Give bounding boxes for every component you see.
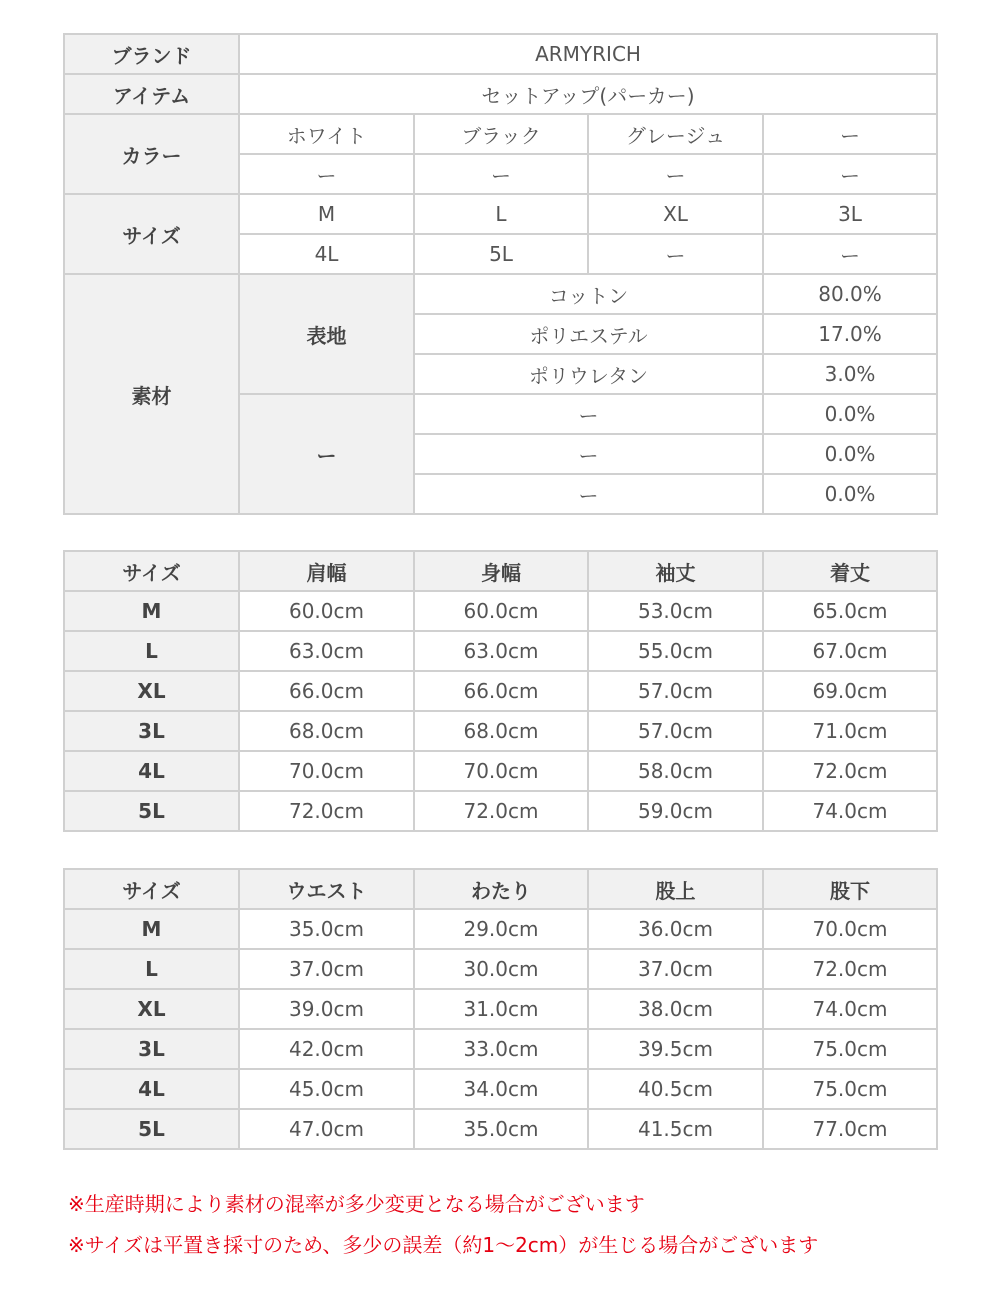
measure-cell: 58.0cm — [588, 751, 763, 791]
table-row — [64, 1109, 937, 1149]
material-group-name: 表地 — [239, 274, 414, 394]
color-cell: ー — [414, 154, 588, 194]
measure-cell: 38.0cm — [588, 989, 763, 1029]
material-pct: 0.0% — [763, 394, 937, 434]
column-header: 股下 — [763, 869, 937, 909]
measure-cell: 37.0cm — [239, 949, 414, 989]
bottom-size-table — [63, 868, 938, 1150]
measure-cell: 31.0cm — [414, 989, 588, 1029]
measure-cell: 36.0cm — [588, 909, 763, 949]
column-header: 着丈 — [763, 551, 937, 591]
size-cell: 5L — [414, 234, 588, 274]
material-name: コットン — [414, 274, 763, 314]
size-name: M — [64, 591, 239, 631]
measure-cell: 39.5cm — [588, 1029, 763, 1069]
color-cell: ホワイト — [239, 114, 414, 154]
color-cell: グレージュ — [588, 114, 763, 154]
column-header: 身幅 — [414, 551, 588, 591]
measure-cell: 72.0cm — [763, 949, 937, 989]
size-cell: L — [414, 194, 588, 234]
measure-cell: 72.0cm — [763, 751, 937, 791]
table-row — [64, 791, 937, 831]
material-pct: 17.0% — [763, 314, 937, 354]
measure-cell: 37.0cm — [588, 949, 763, 989]
material-pct: 3.0% — [763, 354, 937, 394]
measure-cell: 57.0cm — [588, 711, 763, 751]
brand-value: ARMYRICH — [239, 34, 937, 74]
table-row — [64, 671, 937, 711]
material-name: ポリウレタン — [414, 354, 763, 394]
spec-table — [63, 33, 938, 515]
measure-cell: 74.0cm — [763, 989, 937, 1029]
measure-cell: 69.0cm — [763, 671, 937, 711]
color-cell: ー — [763, 114, 937, 154]
table-row — [64, 751, 937, 791]
material-label: 素材 — [64, 274, 239, 514]
size-cell: M — [239, 194, 414, 234]
table-row — [64, 989, 937, 1029]
column-header: 股上 — [588, 869, 763, 909]
size-cell: XL — [588, 194, 763, 234]
size-name: 3L — [64, 711, 239, 751]
brand-label: ブランド — [64, 34, 239, 74]
material-pct: 0.0% — [763, 434, 937, 474]
measure-cell: 42.0cm — [239, 1029, 414, 1069]
color-label: カラー — [64, 114, 239, 194]
measure-cell: 39.0cm — [239, 989, 414, 1029]
column-header: サイズ — [64, 869, 239, 909]
size-name: 5L — [64, 1109, 239, 1149]
measure-cell: 66.0cm — [239, 671, 414, 711]
table-row — [64, 711, 937, 751]
size-label: サイズ — [64, 194, 239, 274]
size-name: 4L — [64, 751, 239, 791]
measure-cell: 60.0cm — [239, 591, 414, 631]
size-name: M — [64, 909, 239, 949]
measure-cell: 33.0cm — [414, 1029, 588, 1069]
measure-cell: 30.0cm — [414, 949, 588, 989]
measure-cell: 71.0cm — [763, 711, 937, 751]
measure-cell: 47.0cm — [239, 1109, 414, 1149]
table-row — [64, 631, 937, 671]
measure-cell: 66.0cm — [414, 671, 588, 711]
size-name: XL — [64, 671, 239, 711]
material-name: ー — [414, 394, 763, 434]
material-group-name: ー — [239, 394, 414, 514]
table-row — [64, 1069, 937, 1109]
measure-cell: 35.0cm — [239, 909, 414, 949]
top-size-table — [63, 550, 938, 832]
measure-cell: 59.0cm — [588, 791, 763, 831]
material-name: ー — [414, 434, 763, 474]
size-name: L — [64, 949, 239, 989]
item-value: セットアップ(パーカー) — [239, 74, 937, 114]
column-header: 袖丈 — [588, 551, 763, 591]
size-cell: ー — [763, 234, 937, 274]
measure-cell: 45.0cm — [239, 1069, 414, 1109]
measure-cell: 34.0cm — [414, 1069, 588, 1109]
item-label: アイテム — [64, 74, 239, 114]
measure-cell: 57.0cm — [588, 671, 763, 711]
color-cell: ー — [763, 154, 937, 194]
table-row — [64, 1029, 937, 1069]
size-name: XL — [64, 989, 239, 1029]
measure-cell: 41.5cm — [588, 1109, 763, 1149]
size-cell: 4L — [239, 234, 414, 274]
measure-cell: 74.0cm — [763, 791, 937, 831]
table-row — [64, 909, 937, 949]
material-pct: 0.0% — [763, 474, 937, 514]
measure-cell: 68.0cm — [239, 711, 414, 751]
size-name: L — [64, 631, 239, 671]
column-header: サイズ — [64, 551, 239, 591]
measure-cell: 40.5cm — [588, 1069, 763, 1109]
measure-cell: 29.0cm — [414, 909, 588, 949]
color-cell: ー — [588, 154, 763, 194]
measure-cell: 67.0cm — [763, 631, 937, 671]
color-cell: ブラック — [414, 114, 588, 154]
measure-cell: 35.0cm — [414, 1109, 588, 1149]
note-measurement: ※サイズは平置き採寸のため、多少の誤差（約1～2cm）が生じる場合がございます — [68, 1233, 819, 1257]
measure-cell: 63.0cm — [414, 631, 588, 671]
measure-cell: 63.0cm — [239, 631, 414, 671]
measure-cell: 70.0cm — [414, 751, 588, 791]
size-name: 4L — [64, 1069, 239, 1109]
measure-cell: 77.0cm — [763, 1109, 937, 1149]
measure-cell: 75.0cm — [763, 1069, 937, 1109]
column-header: わたり — [414, 869, 588, 909]
column-header: 肩幅 — [239, 551, 414, 591]
table-row — [64, 949, 937, 989]
material-name: ポリエステル — [414, 314, 763, 354]
size-name: 5L — [64, 791, 239, 831]
measure-cell: 70.0cm — [763, 909, 937, 949]
measure-cell: 70.0cm — [239, 751, 414, 791]
column-header: ウエスト — [239, 869, 414, 909]
measure-cell: 55.0cm — [588, 631, 763, 671]
table-row — [64, 591, 937, 631]
measure-cell: 68.0cm — [414, 711, 588, 751]
measure-cell: 75.0cm — [763, 1029, 937, 1069]
measure-cell: 72.0cm — [414, 791, 588, 831]
size-cell: ー — [588, 234, 763, 274]
note-material: ※生産時期により素材の混率が多少変更となる場合がございます — [68, 1192, 645, 1216]
measure-cell: 60.0cm — [414, 591, 588, 631]
size-cell: 3L — [763, 194, 937, 234]
size-name: 3L — [64, 1029, 239, 1069]
measure-cell: 53.0cm — [588, 591, 763, 631]
material-name: ー — [414, 474, 763, 514]
color-cell: ー — [239, 154, 414, 194]
material-pct: 80.0% — [763, 274, 937, 314]
measure-cell: 65.0cm — [763, 591, 937, 631]
measure-cell: 72.0cm — [239, 791, 414, 831]
